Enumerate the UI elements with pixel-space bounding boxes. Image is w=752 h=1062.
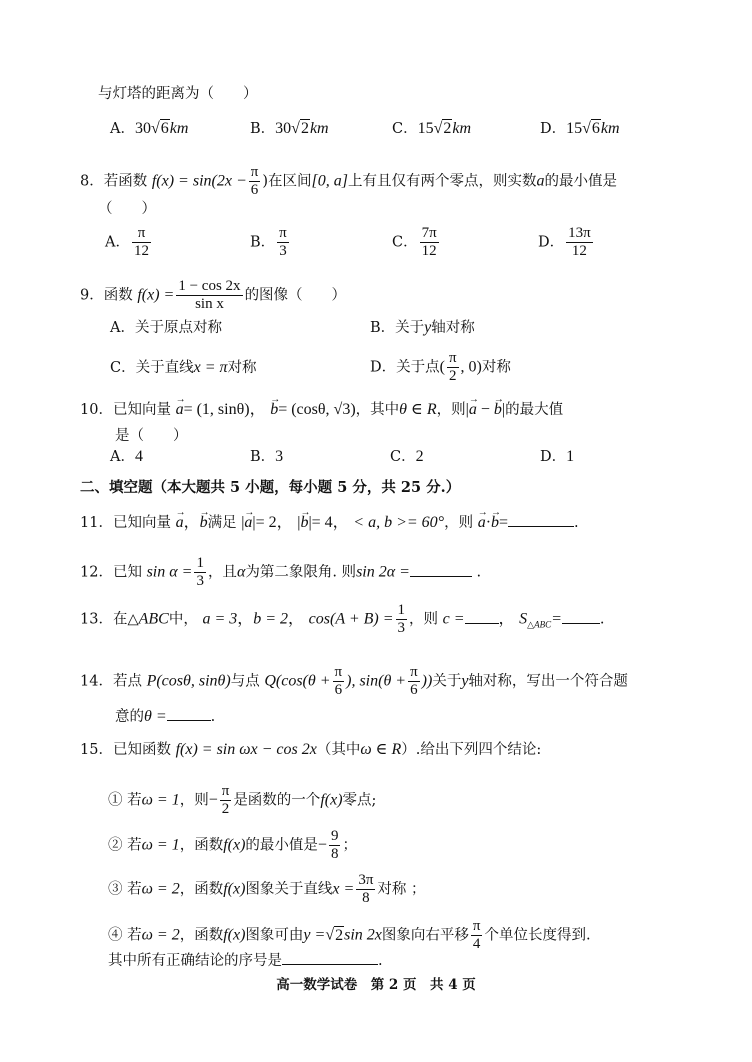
q10-option-c: C．2 xyxy=(390,448,424,465)
q12-answer-blank[interactable] xyxy=(410,562,472,577)
q9-stem: 9．函数 f(x) = $\frac{1 - \cos 2x}{\text{sin x}}$ 的图像（ ） xyxy=(80,278,347,312)
q7-stem-tail xyxy=(98,84,258,104)
q9-fraction: $\frac{1 - \cos 2x}{\text{sin x}}$ xyxy=(178,278,241,312)
q9-option-d: D．关于点( $\frac{\pi}{2}$ , 0)对称 xyxy=(370,350,511,384)
q15-answer-blank[interactable] xyxy=(282,950,378,965)
q9-option-c: C．关于直线x = π对称 xyxy=(110,359,257,376)
q13-answer-blank-c[interactable] xyxy=(465,609,499,624)
q10-stem-cont: 是（ ） xyxy=(115,428,188,444)
q13-stem: 13．在△ABC中， a = 3，b = 2， cos(A + B) = $\frac{1}{3}$ ，则 c = ， $S_{\triangle ABC}=$ . xyxy=(80,602,605,636)
q10-option-d: D．1 xyxy=(540,448,575,465)
q8-fraction: $\frac{\pi}{6}$ xyxy=(250,164,259,198)
q7-option-a: A．30√6km xyxy=(110,120,189,137)
q7-option-c: C．15√2km xyxy=(392,120,472,137)
q11-answer-blank[interactable] xyxy=(508,512,574,527)
q13-answer-blank-area[interactable] xyxy=(562,609,600,624)
page-footer: 高一数学试卷 第 2 页 共 4 页 xyxy=(276,977,476,993)
q7-option-d: D．15√6km xyxy=(540,120,620,137)
q15-statement-4: ④ 若ω = 2，函数f(x)图象可由y =√2sin 2x图象向右平移 $\frac{\pi}{4}$ 个单位长度得到. xyxy=(108,918,591,952)
q10-option-b: B．3 xyxy=(250,448,284,465)
section-heading-fill-in: 二、填空题（本大题共 5 小题，每小题 5 分，共 25 分.） xyxy=(80,479,461,496)
q8-option-c: C． $\frac{7\pi}{12}$ xyxy=(392,225,437,259)
q15-statement-1: ① 若ω = 1，则− $\frac{\pi}{2}$ 是函数的一个f(x)零点; xyxy=(108,783,377,817)
q15-final-ask: 其中所有正确结论的序号是 . xyxy=(108,950,383,971)
q8-answer-paren: （ ） xyxy=(98,201,156,217)
q7-stem: 与灯塔的距离为（ ） xyxy=(98,86,258,102)
q10-stem: 10．已知向量 → a= (1, sinθ)， → b= (cosθ, √3)，其中θ ∈ R，则|→ a − → b|的最大值 xyxy=(80,400,563,420)
q15-statement-2: ② 若ω = 1，函数f(x)的最小值是− $\frac{9}{8}$ ； xyxy=(108,828,357,862)
q8-option-a: A． $\frac{\pi}{12}$ xyxy=(105,225,149,259)
q14-stem-cont: 意的θ = . xyxy=(115,708,216,725)
q9-option-b: B．关于y轴对称 xyxy=(370,319,475,336)
q14-stem: 14．若点 P(cosθ, sinθ)与点 Q(cos(θ + $\frac{\pi}{6}$ ), sin(θ + $\frac{\pi}{6}$ ))关于y轴对称，写出一个符合题 xyxy=(80,664,628,698)
q9-option-a: A．关于原点对称 xyxy=(110,320,222,336)
q8-stem: 8．若函数 f(x) = sin(2x − $\frac{\pi}{6}$ )在区间[0, a]上有且仅有两个零点，则实数a的最小值是 xyxy=(80,164,617,198)
q12-stem: 12．已知 sin α = $\frac{1}{3}$ ，且α为第二象限角. 则sin 2α = . xyxy=(80,555,482,589)
q8-option-b: B． $\frac{\pi}{3}$ xyxy=(250,225,287,259)
q10-option-a: A．4 xyxy=(110,448,143,465)
q11-stem: 11．已知向量 → a，→ b满足 |→ a|= 2， |→ b|= 4， < a, b >= 60°，则 → a·→ b= . xyxy=(80,512,579,533)
q15-statement-3: ③ 若ω = 2，函数f(x)图象关于直线x = $\frac{3\pi}{8}$ 对称 ； xyxy=(108,872,426,906)
q7-option-b: B．30√2km xyxy=(250,120,329,137)
q14-answer-blank[interactable] xyxy=(167,706,211,721)
q15-stem: 15．已知函数 f(x) = sin ωx − cos 2x（其中ω ∈ R）.给出下列四个结论: xyxy=(80,741,542,758)
q8-option-d: D． $\frac{13\pi}{12}$ xyxy=(538,225,591,259)
